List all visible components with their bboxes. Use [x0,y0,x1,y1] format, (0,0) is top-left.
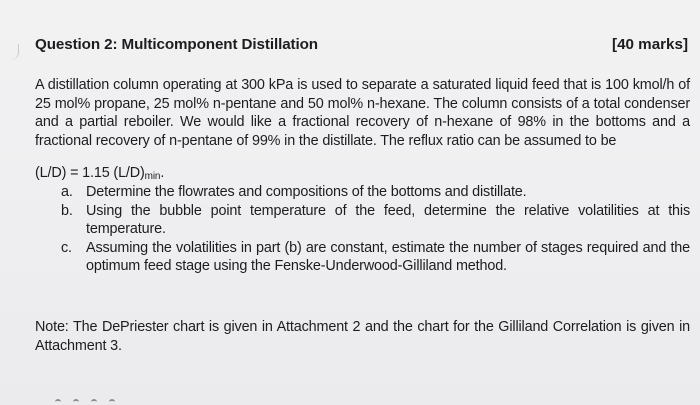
part-text: Using the bubble point temperature of the feed, determine the relative volatilities at this temperature. [86,202,690,238]
attachment-note: Note: The DePriester chart is given in Attachment 2 and the chart for the Gilliland Correlation is given in Attachment 3. [35,319,690,354]
reflux-ratio-expression: (L/D) = 1.15 (L/D) [35,165,145,181]
part-marker: a. [61,184,73,200]
list-item [61,239,690,276]
reflux-ratio-end: . [160,165,165,181]
reflux-ratio-subscript: min [144,171,161,182]
part-marker: c. [61,239,72,256]
question-parts-list [61,183,690,276]
question-title: Question 2: Multicomponent Distillation [35,36,318,53]
cutoff-glyph [55,399,61,405]
part-text: Determine the flowrates and compositions of the bottoms and distillate. [86,184,527,200]
part-marker: b. [61,202,73,219]
margin-mark [6,44,19,60]
list-item [61,183,690,202]
cutoff-next-line [55,396,145,405]
cutoff-glyph [73,399,79,405]
cutoff-glyph [109,399,115,405]
question-marks: [40 marks] [612,36,688,53]
question-intro: A distillation column operating at 300 kPa is used to separate a saturated liquid feed that is 100 kmol/h of 25 mol% propane, 25 mol% n-pentane and 50 mol% n-hexane. The column consists of a total condenser and a partial reboiler. We would like a fractional recovery of n-hexane of 98% in the bottoms and a fractional recovery of n-pentane of 99% in the distillate. The reflux ratio can be assumed to be [35,77,690,149]
list-item [61,202,690,239]
cutoff-glyph [91,399,97,405]
part-text: Assuming the volatilities in part (b) are constant, estimate the number of stages required and the optimum feed stage using the Fenske-Underwood-Gilliland method. [86,239,690,275]
